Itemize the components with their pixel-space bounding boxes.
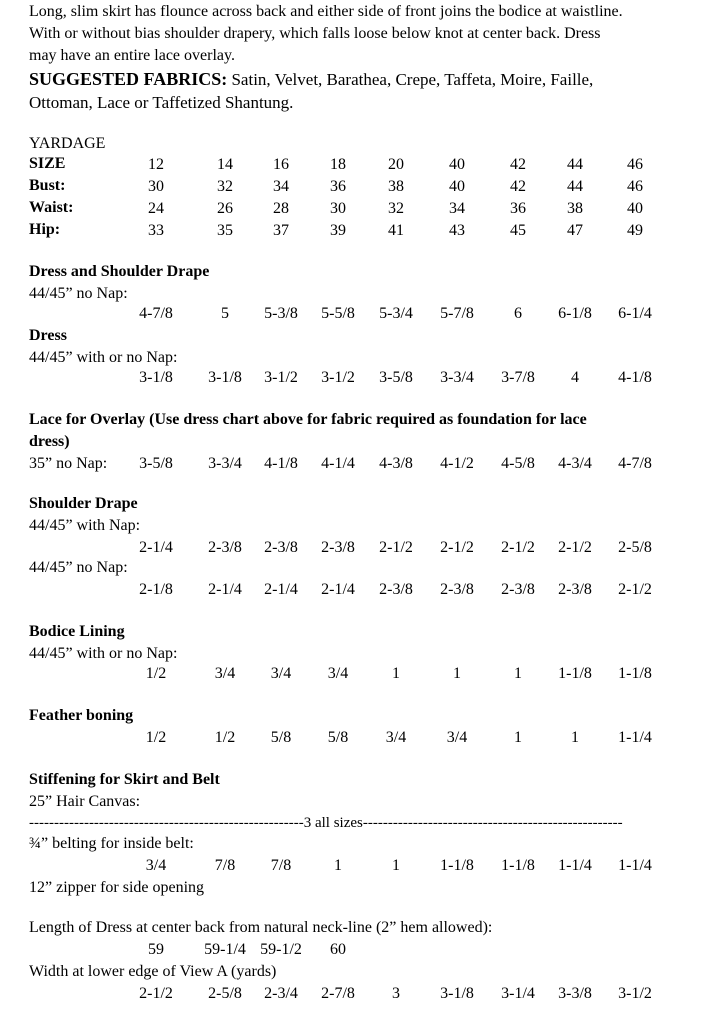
value-row-shoulder-nap: [0, 538, 714, 558]
measurement-cell: 32: [388, 200, 404, 217]
measurement-cell: 24: [148, 200, 164, 217]
value-row-width: [0, 984, 714, 1004]
section-title-lace-line-2: dress): [29, 433, 70, 450]
belting-label: ¾” belting for inside belt:: [29, 835, 194, 852]
measurement-cell: 41: [388, 222, 404, 239]
fabric-label-shoulder-nonap: 44/45” no Nap:: [29, 559, 128, 576]
yardage-cell: 5: [221, 305, 229, 322]
fabric-label-dress-drape: 44/45” no Nap:: [29, 285, 128, 302]
yardage-cell: 2-1/4: [264, 581, 298, 598]
yardage-cell: 4-5/8: [501, 455, 535, 472]
section-title-stiffening: Stiffening for Skirt and Belt: [29, 771, 220, 788]
yardage-cell: 3-5/8: [379, 369, 413, 386]
measurement-cell: 42: [510, 178, 526, 195]
measurement-row-label: Bust:: [29, 177, 66, 194]
yardage-cell: 59-1/2: [260, 941, 302, 958]
yardage-cell: 1: [392, 665, 400, 682]
suggested-fabrics-list-1: Satin, Velvet, Barathea, Crepe, Taffeta, Moire, Faille,: [227, 70, 594, 89]
measurement-row-label: Hip:: [29, 221, 61, 238]
yardage-cell: 6-1/4: [618, 305, 652, 322]
measurement-cell: 37: [273, 222, 289, 239]
yardage-cell: 1: [392, 857, 400, 874]
yardage-cell: 2-3/8: [264, 539, 298, 556]
yardage-cell: 1-1/8: [618, 665, 652, 682]
measurement-cell: 38: [567, 200, 583, 217]
yardage-cell: 3-3/4: [208, 455, 242, 472]
value-row-dress-drape: [0, 304, 714, 324]
yardage-cell: 2-3/8: [321, 539, 355, 556]
yardage-label: YARDAGE: [29, 135, 106, 152]
yardage-cell: 3-7/8: [501, 369, 535, 386]
measurement-cell: 40: [449, 156, 465, 173]
fabric-label-shoulder-nap: 44/45” with Nap:: [29, 517, 141, 534]
section-title-dress: Dress: [29, 327, 67, 344]
yardage-cell: 3-1/8: [208, 369, 242, 386]
section-title-lace-line-1: Lace for Overlay (Use dress chart above for fabric required as foundation for lace: [29, 411, 587, 428]
yardage-cell: 3/4: [446, 729, 468, 746]
yardage-cell: 3-1/2: [264, 369, 298, 386]
yardage-cell: 59: [148, 941, 164, 958]
measurement-cell: 12: [148, 156, 164, 173]
yardage-cell: 7/8: [270, 857, 292, 874]
yardage-cell: 2-1/4: [208, 581, 242, 598]
yardage-cell: 3: [392, 985, 400, 1002]
yardage-cell: 2-3/8: [440, 581, 474, 598]
yardage-cell: 1: [571, 729, 579, 746]
yardage-cell: 2-1/2: [139, 985, 173, 1002]
value-row-lace: [0, 454, 714, 474]
measurement-cell: 36: [330, 178, 346, 195]
measurement-row-label: SIZE: [29, 155, 66, 172]
measurement-cell: 36: [510, 200, 526, 217]
length-label: Length of Dress at center back from natural neck-line (2” hem allowed):: [29, 919, 493, 936]
yardage-cell: 4-3/4: [558, 455, 592, 472]
yardage-cell: 4-1/4: [321, 455, 355, 472]
yardage-cell: 60: [330, 941, 346, 958]
measurement-cell: 32: [217, 178, 233, 195]
measurement-cell: 26: [217, 200, 233, 217]
yardage-cell: 1: [453, 665, 461, 682]
yardage-cell: 2-3/4: [264, 985, 298, 1002]
yardage-cell: 1-1/4: [558, 857, 592, 874]
width-label: Width at lower edge of View A (yards): [29, 963, 277, 980]
yardage-cell: 2-3/8: [379, 581, 413, 598]
yardage-cell: 4-7/8: [618, 455, 652, 472]
measurement-row: [0, 221, 714, 241]
yardage-cell: 1/2: [214, 729, 236, 746]
yardage-cell: 1-1/4: [618, 857, 652, 874]
yardage-cell: 4: [571, 369, 579, 386]
measurement-cell: 47: [567, 222, 583, 239]
yardage-cell: 3/4: [270, 665, 292, 682]
yardage-cell: 59-1/4: [204, 941, 246, 958]
measurement-cell: 35: [217, 222, 233, 239]
yardage-cell: 1-1/8: [558, 665, 592, 682]
yardage-cell: 3-1/2: [321, 369, 355, 386]
intro-line-3: may have an entire lace overlay.: [29, 47, 235, 64]
measurement-cell: 14: [217, 156, 233, 173]
yardage-cell: 5-3/4: [379, 305, 413, 322]
section-title-feather-boning: Feather boning: [29, 707, 134, 724]
measurement-cell: 30: [148, 178, 164, 195]
yardage-cell: 3-1/2: [618, 985, 652, 1002]
yardage-cell: 1: [514, 729, 522, 746]
measurement-cell: 44: [567, 156, 583, 173]
yardage-cell: 3/4: [327, 665, 349, 682]
value-row-belting: [0, 856, 714, 876]
yardage-cell: 5-5/8: [321, 305, 355, 322]
yardage-cell: 4-3/8: [379, 455, 413, 472]
yardage-cell: 1: [514, 665, 522, 682]
measurement-cell: 43: [449, 222, 465, 239]
yardage-cell: 2-1/2: [501, 539, 535, 556]
yardage-cell: 2-5/8: [618, 539, 652, 556]
value-row-dress: [0, 368, 714, 388]
suggested-fabrics-list-2: Ottoman, Lace or Taffetized Shantung.: [29, 93, 294, 112]
yardage-cell: 1/2: [145, 729, 167, 746]
measurement-cell: 46: [627, 156, 643, 173]
yardage-cell: 4-7/8: [139, 305, 173, 322]
measurement-cell: 30: [330, 200, 346, 217]
yardage-cell: 5/8: [270, 729, 292, 746]
measurement-cell: 45: [510, 222, 526, 239]
yardage-cell: 1/2: [145, 665, 167, 682]
measurement-cell: 33: [148, 222, 164, 239]
value-row-length: [0, 940, 714, 960]
yardage-cell: 2-1/4: [139, 539, 173, 556]
section-title-dress-and-shoulder-drape: Dress and Shoulder Drape: [29, 263, 210, 280]
all-sizes-line: -------------------------------------------------------3 all sizes----------------------------------------------------: [29, 815, 623, 831]
measurement-cell: 39: [330, 222, 346, 239]
yardage-cell: 3/4: [214, 665, 236, 682]
yardage-cell: 4-1/8: [264, 455, 298, 472]
yardage-cell: 3-3/4: [440, 369, 474, 386]
yardage-cell: 3-1/8: [440, 985, 474, 1002]
yardage-cell: 6: [514, 305, 522, 322]
fabric-label-lace: 35” no Nap:: [29, 455, 108, 472]
suggested-fabrics-line-1: [29, 69, 593, 90]
yardage-cell: 3/4: [385, 729, 407, 746]
yardage-cell: 1-1/8: [501, 857, 535, 874]
yardage-cell: 1-1/8: [440, 857, 474, 874]
suggested-fabrics-heading: SUGGESTED FABRICS:: [29, 69, 228, 89]
value-row-shoulder-nonap: [0, 580, 714, 600]
measurement-cell: 16: [273, 156, 289, 173]
measurement-cell: 40: [449, 178, 465, 195]
measurement-cell: 46: [627, 178, 643, 195]
intro-line-1: Long, slim skirt has flounce across back and either side of front joins the bodice at waistline.: [29, 3, 623, 20]
yardage-cell: 3-3/8: [558, 985, 592, 1002]
yardage-cell: 2-1/8: [139, 581, 173, 598]
measurement-row: [0, 177, 714, 197]
yardage-cell: 6-1/8: [558, 305, 592, 322]
measurement-row-label: Waist:: [29, 199, 74, 216]
yardage-cell: 3/4: [145, 857, 167, 874]
yardage-cell: 3-1/4: [501, 985, 535, 1002]
yardage-cell: 2-1/2: [558, 539, 592, 556]
yardage-cell: 2-5/8: [208, 985, 242, 1002]
measurement-row: [0, 199, 714, 219]
measurement-cell: 49: [627, 222, 643, 239]
yardage-cell: 5-3/8: [264, 305, 298, 322]
yardage-cell: 4-1/8: [618, 369, 652, 386]
measurement-cell: 40: [627, 200, 643, 217]
yardage-cell: 5/8: [327, 729, 349, 746]
yardage-cell: 2-3/8: [501, 581, 535, 598]
section-title-shoulder-drape: Shoulder Drape: [29, 495, 138, 512]
yardage-cell: 2-1/2: [379, 539, 413, 556]
yardage-cell: 5-7/8: [440, 305, 474, 322]
measurement-row: [0, 155, 714, 175]
yardage-cell: 2-1/4: [321, 581, 355, 598]
yardage-cell: 2-3/8: [208, 539, 242, 556]
value-row-bodice-lining: [0, 664, 714, 684]
yardage-cell: 3-5/8: [139, 455, 173, 472]
yardage-cell: 2-3/8: [558, 581, 592, 598]
hair-canvas-label: 25” Hair Canvas:: [29, 793, 141, 810]
intro-line-2: With or without bias shoulder drapery, which falls loose below knot at center back. Dress: [29, 25, 601, 42]
zipper-label: 12” zipper for side opening: [29, 879, 205, 896]
fabric-label-bodice-lining: 44/45” with or no Nap:: [29, 645, 178, 662]
yardage-cell: 7/8: [214, 857, 236, 874]
measurement-cell: 38: [388, 178, 404, 195]
yardage-cell: 2-7/8: [321, 985, 355, 1002]
measurement-cell: 18: [330, 156, 346, 173]
yardage-cell: 1: [334, 857, 342, 874]
section-title-bodice-lining: Bodice Lining: [29, 623, 125, 640]
value-row-feather-boning: [0, 728, 714, 748]
fabric-label-dress: 44/45” with or no Nap:: [29, 349, 178, 366]
measurement-cell: 34: [273, 178, 289, 195]
measurement-cell: 20: [388, 156, 404, 173]
measurement-cell: 28: [273, 200, 289, 217]
measurement-cell: 42: [510, 156, 526, 173]
yardage-cell: 4-1/2: [440, 455, 474, 472]
yardage-cell: 2-1/2: [440, 539, 474, 556]
yardage-cell: 1-1/4: [618, 729, 652, 746]
measurement-cell: 34: [449, 200, 465, 217]
measurement-cell: 44: [567, 178, 583, 195]
yardage-cell: 2-1/2: [618, 581, 652, 598]
yardage-cell: 3-1/8: [139, 369, 173, 386]
